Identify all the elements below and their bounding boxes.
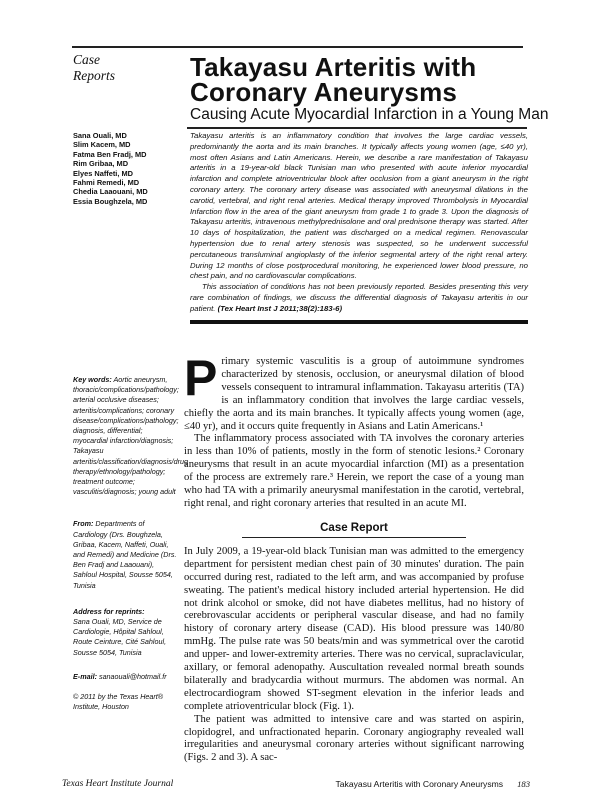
abstract-paragraph: Takayasu arteritis is an inflammatory condition that involves the large cardiac vessels, predominantly the aorta and its main branches. It typically affects young women (age, ≤40 yr), most often Asians and Latin Americans. Herein, we describe a rare manifestation of Takayasu arteritis in a 19-year-old black Tunisian man who presented with acute inferior myocardial infarction and complete atrioventricular block after occlusion from a giant aneurysm in the right coronary artery. The coronary artery disease was associated with aneurysmal dilations in the carotid, vertebral, and right renal arteries. Medical therapy improved Thrombolysis in Myocardial Infarction flow in the area of the giant aneurysm from grade 1 to grade 3. Upon the diagnosis of Takayasu arteritis, intravenous methylprednisolone and oral prednisone therapy was started. After 10 days of hospitalization, the patient was discharged on a medical regimen. Renovascular hypertension due to renal artery stenosis was suspected, so he underwent successful percutaneous transluminal angioplasty of the inferior segmental artery of the right renal artery. During 12 months of close postprocedural monitoring, he experienced lower blood pressure, no chest pain, and no cardiovascular complications. [190,131,528,281]
from-label: From: [73,519,94,529]
from-text: Departments of Cardiology (Drs. Boughzela, Gribaa, Kacem, Naffeti, Ouali, and Remedi) and Medicine (Drs. Ben Fradj and Laaouani), Sahloul Hospital, Sousse 5054, Tunisia [73,519,177,590]
section-heading: Case Report [320,521,388,534]
sidebar [73,375,189,722]
article-subtitle: Causing Acute Myocardial Infarction in a Young Man [190,106,549,123]
abstract-text: This association of conditions has not been previously reported. Besides presenting this very rare combination of findings, we discuss the differential diagnosis of Takayasu arteritis in our patient. [190,282,528,313]
body-paragraph: The inflammatory process associated with TA involves the coronary arteries in less than 10% of patients, mostly in the form of stenotic lesions.² Coronary aneurysms that result in an acute myocardial infarction (MI) as a presentation of the process are extremely rare.³ Herein, we report the case of a young man who had TA with a primarily aneurysmal manifestation in the carotid, vertebral, right renal, and right coronary arteries that resulted in an acute MI. [184,433,524,509]
address-text: Sana Ouali, MD, Service de Cardiologie, Hôpital Sahloul, Route Ceinture, Cité Sahloul, Sousse 5054, Tunisia [73,617,167,657]
title-rule [187,127,527,129]
affiliation [73,519,177,590]
author: Chedia Laaouani, MD [73,187,148,197]
author-list [73,131,148,206]
body-paragraph: In July 2009, a 19-year-old black Tunisian man was admitted to the emergency department for persistent median chest pain of 30 minutes' duration. The pain occurred during rest, radiated to the left arm, and was accompanied by profuse sweating. The patient's medical history included arterial hypertension. He did not drink alcohol or smoke, did not have diabetes mellitus, had no history of cerebrovascular accidents or peripheral vascular disease, and had no family history of coronary artery disease (CAD). His blood pressure was 140/80 mmHg. The pulse rate was 50 beats/min and was symmetrical over the carotid and upper- and lower-extremity arteries. There was no cervical, supraclavicular, axillary, or femoral adenopathy. Auscultation revealed normal breath sounds bilaterally and bradycardia without murmurs. The abdomen was normal. An electrocardiogram showed ST-segment elevation in the inferior leads and complete atrioventricular block (Fig. 1). [184,545,524,712]
email [73,672,193,682]
footer-journal: Texas Heart Institute Journal [62,779,174,790]
body-text: rimary systemic vasculitis is a group of autoimmune syndromes characterized by stenosis, occlusion, or aneurysmal dilation of blood vessels consequent to intramural inflammation. Takayasu arteritis (TA) is an inflammatory condition that involves the large cardiac vessels, chiefly the aorta and its main branches. It typically affects young women (age, ≤40 yr), and it occurs quite frequently in Asians and Latin Americans.¹ [184,356,524,432]
section-label [73,52,115,84]
copyright: © 2011 by the Texas Heart® Institute, Houston [73,692,164,712]
footer-running-title [335,779,530,789]
citation: (Tex Heart Inst J 2011;38(2):183-6) [217,303,343,313]
author: Sana Ouali, MD [73,131,127,140]
article-body [184,350,524,765]
author: Rim Gribaa, MD [73,159,129,169]
drop-cap: P [184,350,218,406]
keywords-label: Key words: [73,375,112,384]
abstract [190,131,528,315]
abstract-block [190,131,528,324]
page-footer [62,779,530,793]
page-number: 183 [517,779,530,790]
body-paragraph: The patient was admitted to intensive care and was started on aspirin, clopidogrel, and unfractionated heparin. Coronary angiography revealed wall irregularities and aneurysmal coronary arteries without significant narrowing (Figs. 2 and 3). A sac- [184,713,524,764]
abstract-paragraph [190,282,528,314]
author: Slim Kacem, MD [73,140,131,150]
running-title: Takayasu Arteritis with Coronary Aneurysms [335,779,504,790]
author: Essia Boughzela, MD [73,196,148,206]
body-paragraph [184,350,524,433]
section-line: Reports [73,68,115,83]
article-title: Takayasu Arteritis with Coronary Aneurysms [190,52,477,107]
email-label: E-mail: [73,671,97,681]
keywords [73,375,189,497]
top-rule [72,46,523,48]
section-line: Case [73,52,100,67]
abstract-rule [190,320,528,324]
address-label: Address for reprints: [73,606,145,616]
author: Fahmi Remedi, MD [73,178,140,188]
author: Fatma Ben Fradj, MD [73,149,147,159]
heading-rule [242,537,466,538]
reprint-address [73,607,177,658]
email-link[interactable]: sanaouali@hotmail.fr [98,671,167,681]
keywords-text: Aortic aneurysm, thoracic/complications/pathology; arterial occlusive diseases; arteritis/complications; coronary disease/complications/pathology; diagnosis, differential; myocardial infarction/diagnosis; Takayasu arteritis/classification/diagnosis/drug therapy/ethnology/pathology; treatment outcome; vasculitis/diagnosis; young adult [73,375,189,497]
author: Elyes Naffeti, MD [73,168,133,178]
